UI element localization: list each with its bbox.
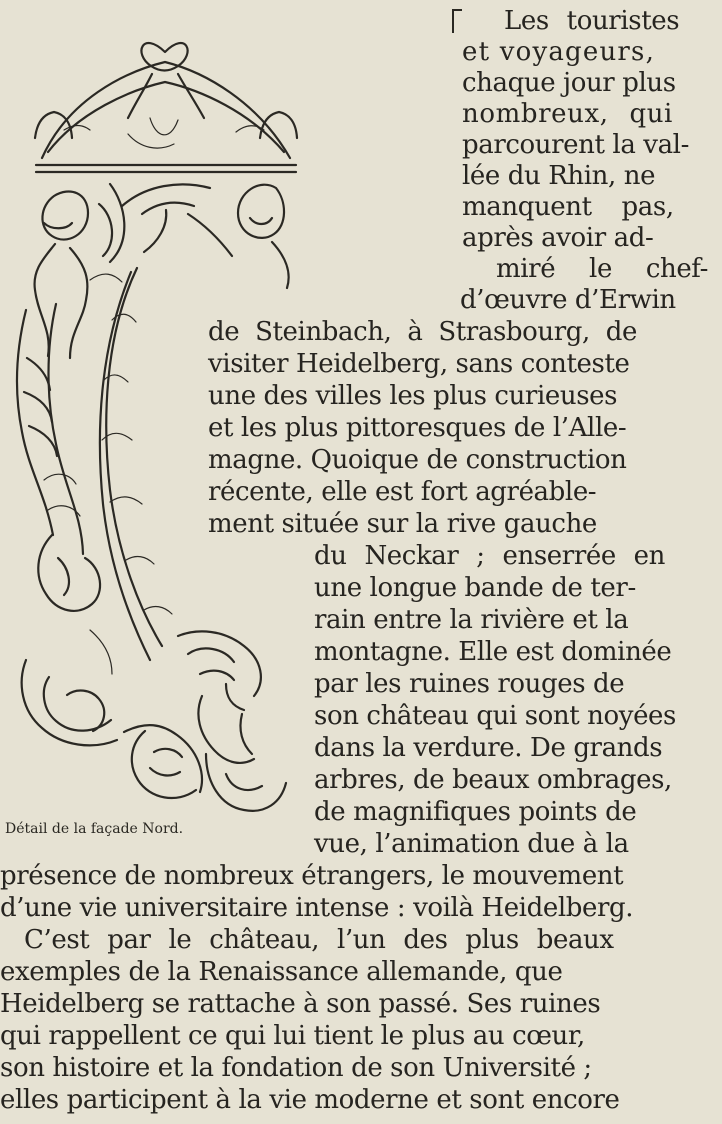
text-line-24: dans la verdure. De grands: [314, 733, 663, 763]
text-line-19: une longue bande de ter-: [314, 573, 636, 603]
text-line-26: de magnifiques points de: [314, 797, 637, 827]
text-line-31: exemples de la Renaissance allemande, que: [0, 957, 563, 987]
text-line-21: montagne. Elle est dominée: [314, 637, 672, 667]
text-line-33: qui rappellent ce qui lui tient le plus au cœur,: [0, 1021, 585, 1051]
text-line-6: lée du Rhin, ne: [462, 161, 656, 191]
text-line-5: parcourent la val-: [462, 130, 689, 160]
text-line-30: C’est par le château, l’un des plus beaux: [24, 925, 614, 955]
text-line-15: magne. Quoique de construction: [208, 445, 627, 475]
figure-caption: Détail de la façade Nord.: [5, 821, 184, 837]
paragraph-mark: [452, 9, 462, 33]
text-line-25: arbres, de beaux ombrages,: [314, 765, 672, 795]
text-line-2: et voyageurs,: [462, 37, 656, 67]
text-line-14: et les plus pittoresques de l’Alle-: [208, 413, 627, 443]
text-line-11: de Steinbach, à Strasbourg, de: [208, 317, 637, 347]
text-line-34: son histoire et la fondation de son Université ;: [0, 1053, 592, 1083]
text-line-20: rain entre la rivière et la: [314, 605, 629, 635]
text-line-8: après avoir ad-: [462, 223, 654, 253]
text-line-16: récente, elle est fort agréable-: [208, 477, 597, 507]
text-line-18: du Neckar ; enserrée en: [314, 541, 666, 571]
text-line-1: Les touristes: [504, 6, 680, 36]
text-line-9: miré le chef-: [496, 254, 708, 284]
text-line-27: vue, l’animation due à la: [314, 829, 629, 859]
text-line-22: par les ruines rouges de: [314, 669, 625, 699]
text-line-12: visiter Heidelberg, sans conteste: [208, 349, 630, 379]
text-line-7: manquent pas,: [462, 192, 674, 222]
text-line-23: son château qui sont noyées: [314, 701, 676, 731]
text-line-35: elles participent à la vie moderne et sont encore: [0, 1085, 620, 1115]
text-line-32: Heidelberg se rattache à son passé. Ses ruines: [0, 989, 601, 1019]
text-line-13: une des villes les plus curieuses: [208, 381, 618, 411]
text-line-4: nombreux, qui: [462, 99, 673, 129]
text-line-10: d’œuvre d’Erwin: [460, 285, 676, 315]
text-line-28: présence de nombreux étrangers, le mouvement: [0, 861, 624, 891]
text-line-29: d’une vie universitaire intense : voilà Heidelberg.: [0, 893, 634, 923]
text-line-17: ment située sur la rive gauche: [208, 509, 597, 539]
text-line-3: chaque jour plus: [462, 68, 676, 98]
